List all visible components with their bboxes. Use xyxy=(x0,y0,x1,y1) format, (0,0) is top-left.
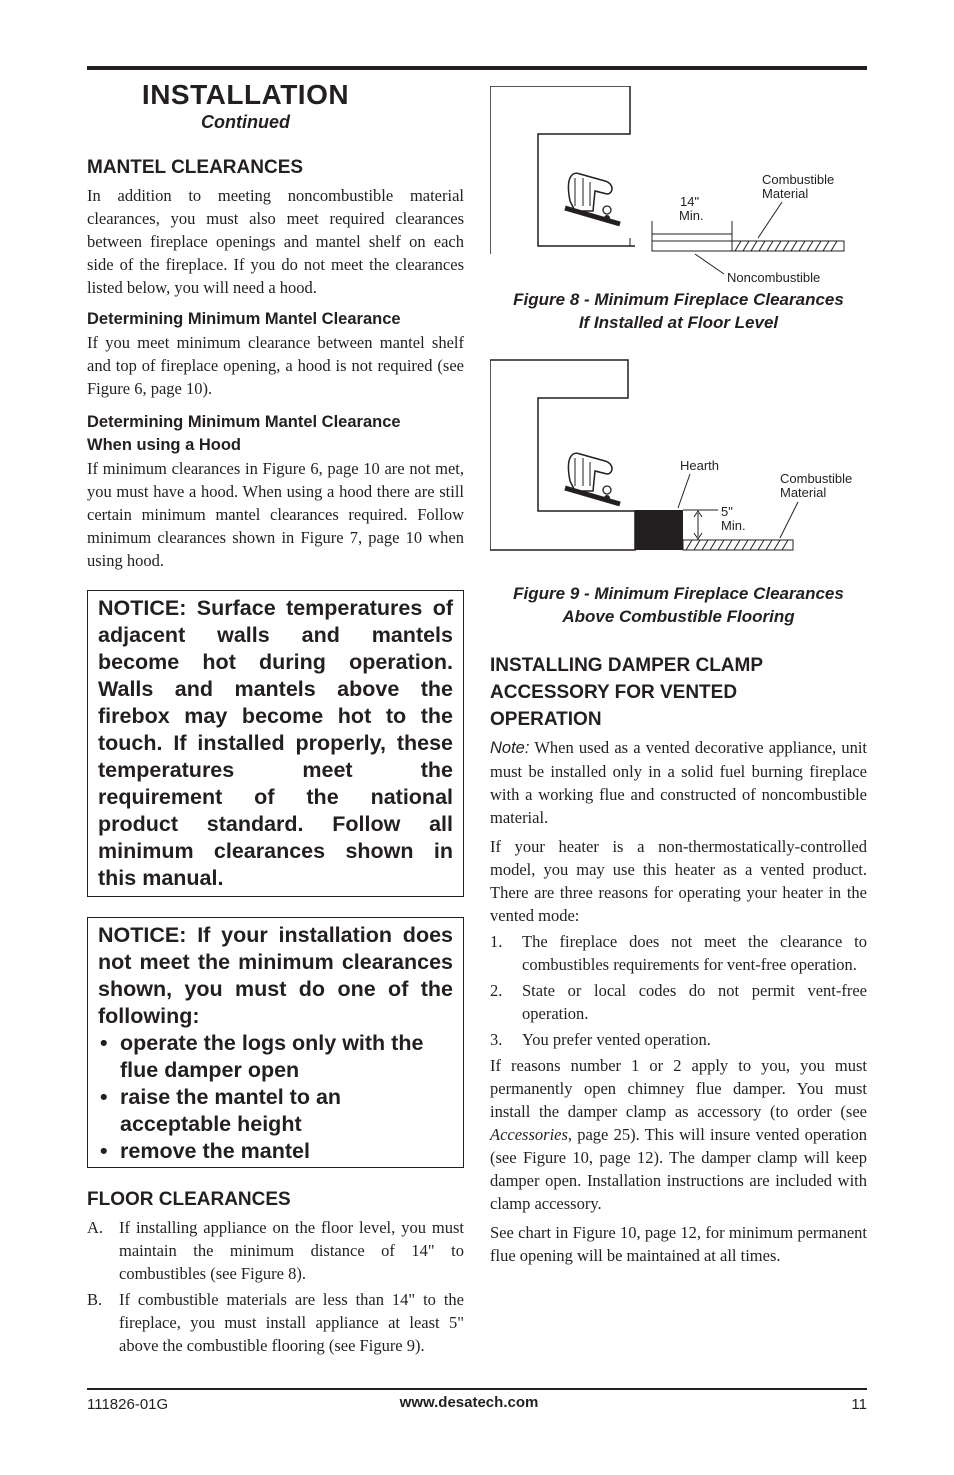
floor-heading: FLOOR CLEARANCES xyxy=(87,1189,291,1210)
reason-item xyxy=(490,979,867,1025)
fig9-hearth-label: Hearth xyxy=(680,458,720,473)
notice-installation xyxy=(87,917,464,1168)
damper-heading-line3: OPERATION xyxy=(490,709,602,730)
fig8-noncombustible-label: Noncombustible xyxy=(727,270,821,285)
leader-line xyxy=(678,474,690,508)
note-label: Note: xyxy=(490,739,530,757)
log-set-icon xyxy=(565,453,620,504)
reason-text: State or local codes do not permit vent-free operation. xyxy=(522,981,867,1023)
notice2-item-text: raise the mantel to an acceptable height xyxy=(120,1085,342,1136)
page-subtitle: Continued xyxy=(201,112,290,132)
fig9-dist-label: 5" xyxy=(721,504,733,519)
fig9-dist-min: Min. xyxy=(721,518,746,533)
mantel-sub1-paragraph: If you meet minimum clearance between mantel shelf and top of fireplace opening, a hood is not required (see Figure 6, page 10). xyxy=(87,333,464,398)
bullet: • xyxy=(100,1085,108,1109)
reason-item xyxy=(490,930,867,976)
notice2-item xyxy=(98,1030,453,1084)
figure-8-diagram xyxy=(490,86,867,291)
list-marker: B. xyxy=(87,1290,103,1309)
floor-list xyxy=(87,1216,464,1357)
fig8-dist-label: 14" xyxy=(680,194,700,209)
mantel-sub2-heading-line1: Determining Minimum Mantel Clearance xyxy=(87,413,401,431)
fig8-caption-line2: If Installed at Floor Level xyxy=(578,313,779,332)
fig9-combustible-label: Combustible xyxy=(780,471,853,486)
floor-item xyxy=(87,1288,464,1357)
page-number: 11 xyxy=(851,1396,867,1413)
doc-number: 111826-01G xyxy=(87,1396,169,1413)
log-set-icon xyxy=(565,173,620,224)
list-marker: 2. xyxy=(490,981,503,1000)
damper-paragraph-2: If your heater is a non-thermostatically-controlled model, you may use this heater as a vented product. There are three reasons for operating your heater in the vented mode: xyxy=(490,837,867,925)
fig9-material-label: Material xyxy=(780,485,827,500)
header-rule xyxy=(87,66,867,70)
floor-item-text: If installing appliance on the floor level, you must maintain the minimum distance of 14" to combustibles (see Figure 8). xyxy=(119,1218,464,1283)
fireplace-outline xyxy=(490,360,635,550)
damper-paragraph-4: See chart in Figure 10, page 12, for minimum permanent flue opening will be maintained at all times. xyxy=(490,1223,867,1265)
bullet: • xyxy=(100,1031,108,1055)
notice2-item xyxy=(98,1138,453,1165)
mantel-sub1-heading: Determining Minimum Mantel Clearance xyxy=(87,310,401,328)
floor-item xyxy=(87,1216,464,1285)
notice2-item xyxy=(98,1084,453,1138)
damper-heading-line1: INSTALLING DAMPER CLAMP xyxy=(490,655,764,676)
fig9-caption-line1: Figure 9 - Minimum Fireplace Clearances xyxy=(513,584,844,603)
damper-paragraph-3 xyxy=(490,1054,867,1215)
fig9-caption-line2: Above Combustible Flooring xyxy=(562,607,795,626)
leader-line xyxy=(780,502,798,538)
figure-8-caption xyxy=(490,288,867,334)
leader-line xyxy=(695,254,724,274)
reason-text: You prefer vented operation. xyxy=(522,1030,711,1049)
damper-heading-line2: ACCESSORY FOR VENTED xyxy=(490,682,738,703)
list-marker: 1. xyxy=(490,932,503,951)
damper-note xyxy=(490,736,867,829)
notice2-list xyxy=(98,1030,453,1165)
hearth-block xyxy=(635,510,683,550)
notice2-item-text: remove the mantel xyxy=(120,1139,310,1163)
list-marker: A. xyxy=(87,1218,104,1237)
leader-line xyxy=(758,202,782,238)
damper-heading xyxy=(490,652,867,733)
note-text: When used as a vented decorative appliance, unit must be installed only in a solid fuel burning fireplace with a working flue and constructed of noncombustible material. xyxy=(490,738,867,827)
list-marker: 3. xyxy=(490,1030,503,1049)
reasons-list xyxy=(490,930,867,1051)
left-column xyxy=(87,80,464,1360)
figure-9-caption xyxy=(490,582,867,628)
para3-part-b: , page 25). This will insure vented operation (see Figure 10, page 12). The damper clamp will keep damper open. Installation instructions are included with clamp accessory. xyxy=(490,1125,867,1213)
mantel-sub2-heading-line2: When using a Hood xyxy=(87,436,241,454)
footer-rule xyxy=(87,1388,867,1390)
fig8-material-label: Material xyxy=(762,186,809,201)
fig8-caption-line1: Figure 8 - Minimum Fireplace Clearances xyxy=(513,290,844,309)
fig8-dist-min: Min. xyxy=(679,208,704,223)
accessories-reference: Accessories xyxy=(490,1125,568,1144)
floor-item-text: If combustible materials are less than 14" to the fireplace, you must install appliance at least 5" above the combustible flooring (see Figure 9). xyxy=(119,1290,464,1355)
fig8-combustible-label: Combustible xyxy=(762,172,835,187)
reason-text: The fireplace does not meet the clearance to combustibles requirements for vent-free operation. xyxy=(522,932,867,974)
notice2-intro: NOTICE: If your installation does not meet the minimum clearances shown, you must do one of the following: xyxy=(98,923,453,1028)
notice2-item-text: operate the logs only with the flue damper open xyxy=(120,1031,424,1082)
notice1-text: NOTICE: Surface temperatures of adjacent walls and mantels become hot during operation. Walls and mantels above the firebox may become hot to the touch. If installed properly, these temperatures meet the requirement of the national product standard. Follow all minimum clearances shown in this manual. xyxy=(98,596,453,890)
mantel-heading: MANTEL CLEARANCES xyxy=(87,157,304,178)
bullet: • xyxy=(100,1139,108,1163)
para3-part-a: If reasons number 1 or 2 apply to you, you must permanently open chimney flue damper. You must install the damper clamp as accessory (to order (see xyxy=(490,1056,867,1121)
website-link[interactable]: www.desatech.com xyxy=(399,1394,539,1411)
mantel-sub2-heading xyxy=(87,411,464,457)
notice-surface-temperatures xyxy=(87,590,464,897)
right-column xyxy=(490,80,867,1267)
reason-item xyxy=(490,1028,867,1051)
mantel-paragraph: In addition to meeting noncombustible material clearances, you must also meet required clearances between fireplace openings and mantel shelf on each side of the fireplace. If you do not meet the clearances listed below, you will need a hood. xyxy=(87,186,464,297)
figure-9-diagram xyxy=(490,356,867,556)
fireplace-outline xyxy=(490,86,635,254)
mantel-sub2-paragraph: If minimum clearances in Figure 6, page 10 are not met, you must have a hood. When using a hood there are still certain minimum mantel clearances required. Follow minimum clearances shown in Figure 7, page 10 when using hood. xyxy=(87,459,464,570)
page-title: INSTALLATION xyxy=(141,79,350,110)
